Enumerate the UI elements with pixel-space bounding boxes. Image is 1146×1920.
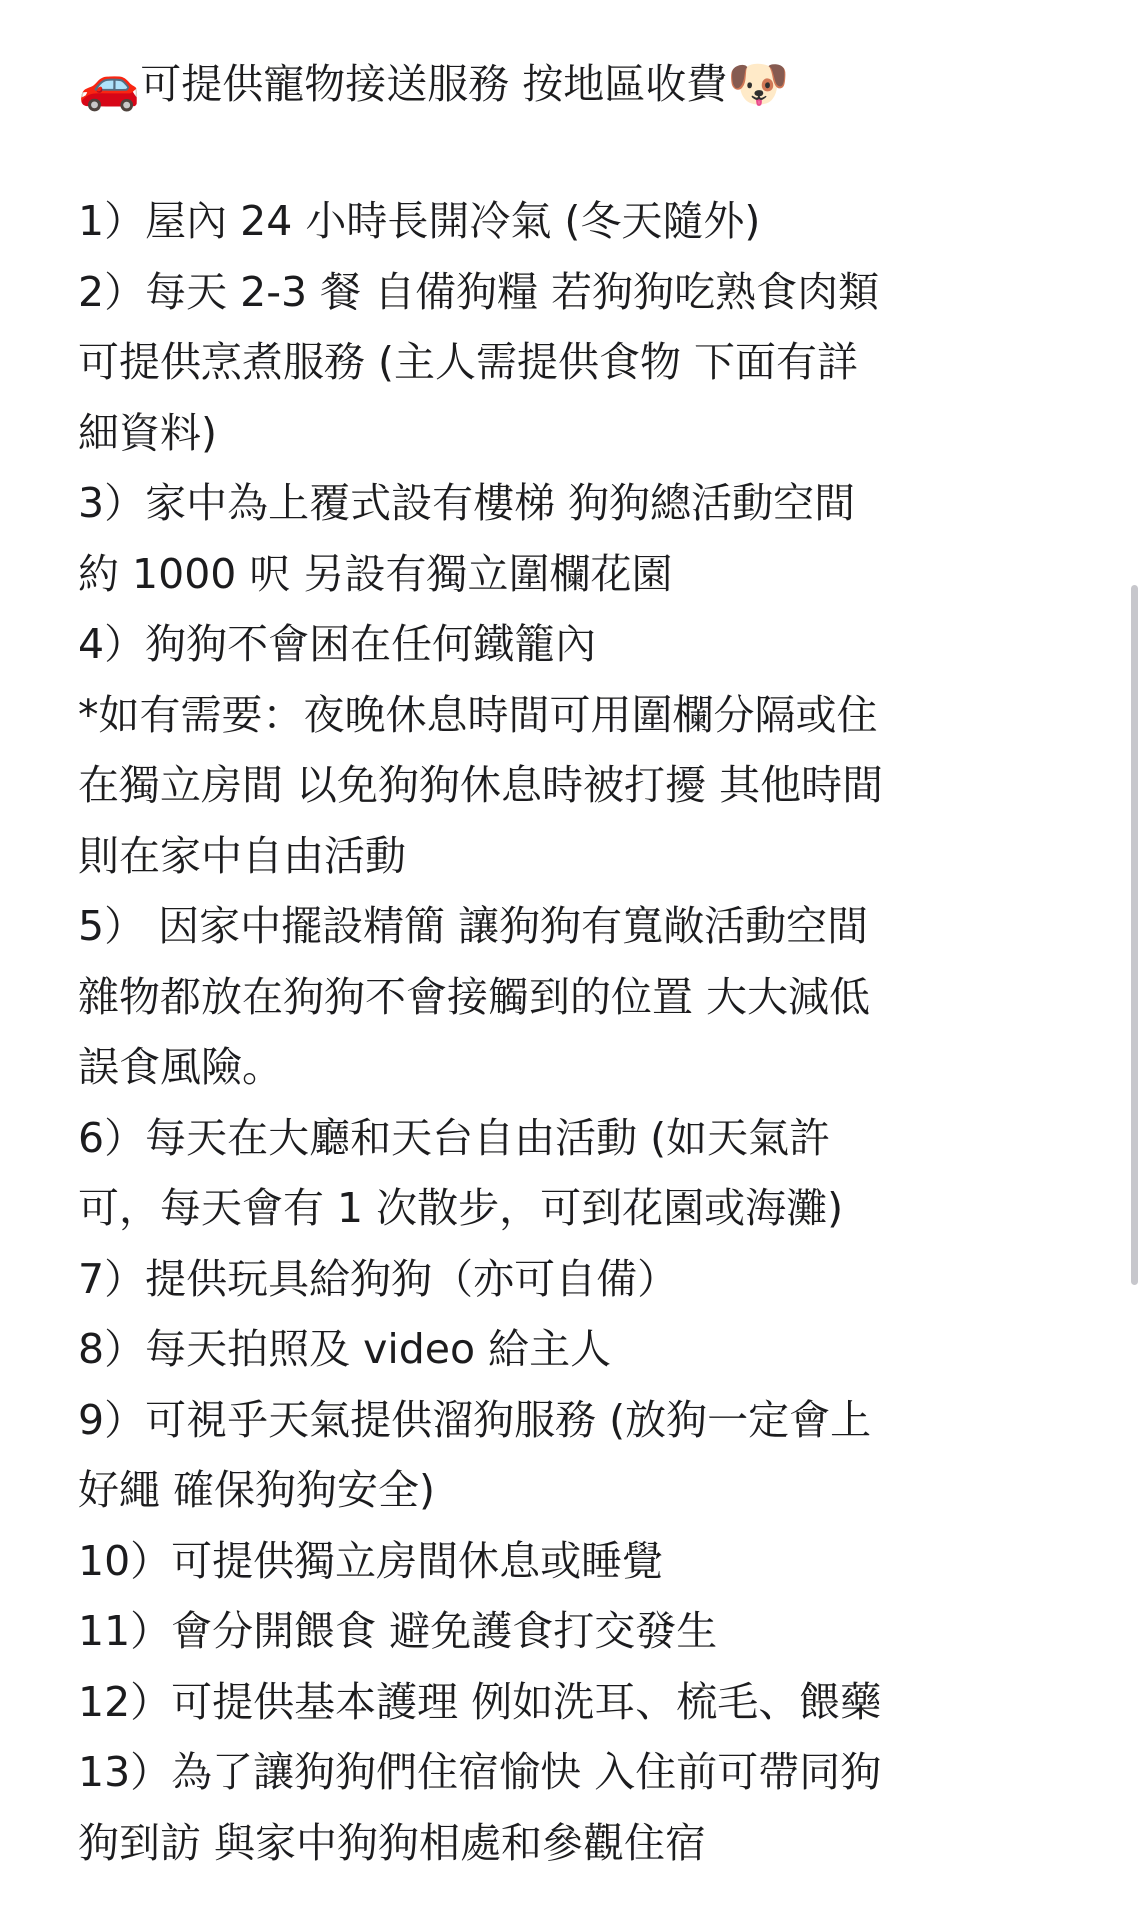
note-line: 12）可提供基本護理 例如洗耳、梳毛、餵藥 (78, 1677, 882, 1726)
note-line: 約 1000 呎 另設有獨立圍欄花園 (78, 549, 673, 598)
note-line: 1）屋內 24 小時長開冷氣 (冬天隨外) (78, 197, 761, 245)
note-body (78, 48, 1068, 1878)
heading-text: 可提供寵物接送服務 按地區收費 (140, 60, 728, 108)
note-line: 好繩 確保狗狗安全) (78, 1466, 436, 1514)
note-line: 9）可視乎天氣提供溜狗服務 (放狗一定會上 (78, 1395, 872, 1444)
note-line: 10）可提供獨立房間休息或睡覺 (78, 1536, 664, 1585)
note-line: 6）每天在大廳和天台自由活動 (如天氣許 (78, 1113, 831, 1162)
note-lines (78, 186, 1068, 1878)
note-line: 可，每天會有 1 次散步，可到花園或海灘) (78, 1184, 844, 1232)
note-line: 11）會分開餵食 避免護食打交發生 (78, 1607, 718, 1655)
note-heading (78, 48, 1068, 120)
car-icon: 🚗 (78, 55, 141, 113)
vertical-scrollbar[interactable] (1131, 585, 1138, 1285)
note-line: 可提供烹煮服務 (主人需提供食物 下面有詳 (78, 338, 859, 386)
note-line: 在獨立房間 以免狗狗休息時被打擾 其他時間 (78, 761, 884, 809)
note-line: 則在家中自由活動 (78, 831, 406, 880)
blank-line (78, 120, 1068, 186)
note-line: 8）每天拍照及 video 給主人 (78, 1325, 612, 1373)
note-line: *如有需要：夜晚休息時間可用圍欄分隔或住 (78, 690, 878, 739)
note-line: 誤食風險。 (78, 1043, 283, 1091)
note-line: 4）狗狗不會困在任何鐵籠內 (78, 620, 597, 668)
note-line: 3）家中為上覆式設有樓梯 狗狗總活動空間 (78, 479, 856, 527)
note-line: 5） 因家中擺設精簡 讓狗狗有寬敞活動空間 (78, 902, 869, 950)
note-line: 狗到訪 與家中狗狗相處和參觀住宿 (78, 1818, 707, 1867)
dog-face-icon: 🐶 (727, 55, 790, 113)
note-line: 13）為了讓狗狗們住宿愉快 入住前可帶同狗 (78, 1748, 882, 1796)
note-line: 2）每天 2-3 餐 自備狗糧 若狗狗吃熟食肉類 (78, 267, 880, 316)
note-line: 雜物都放在狗狗不會接觸到的位置 大大減低 (78, 972, 871, 1021)
note-line: 細資料) (78, 408, 217, 457)
note-line: 7）提供玩具給狗狗（亦可自備） (78, 1254, 679, 1303)
